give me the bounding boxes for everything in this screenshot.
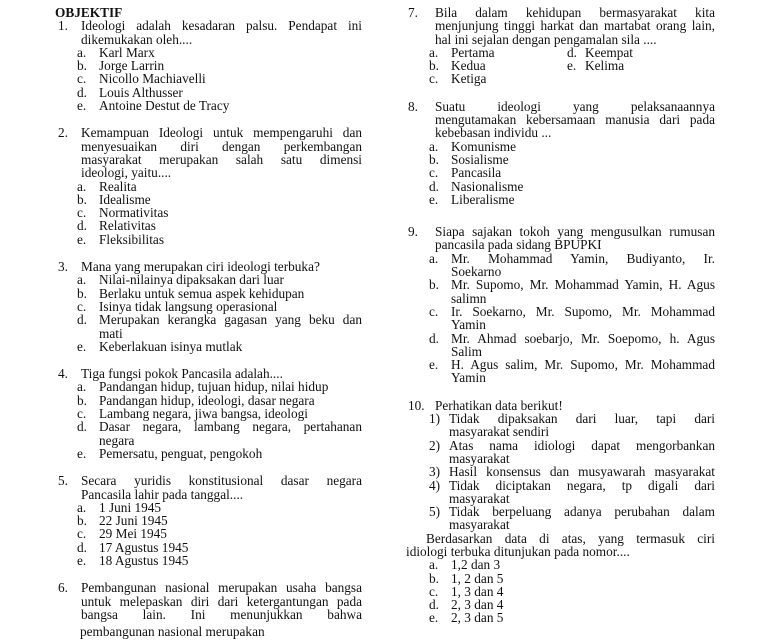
option-letter: a. (429, 557, 439, 573)
option-letter: e. (77, 98, 87, 114)
option-a[interactable] (409, 46, 567, 59)
option-letter: b. (429, 58, 439, 74)
option-letter: c. (429, 303, 439, 319)
option-text: Komunisme (451, 138, 517, 154)
statement-text: Hasil konsensus dan musyawarah masyarakat (449, 464, 715, 480)
option-letter: a. (429, 250, 439, 266)
option-letter: c. (77, 71, 87, 87)
right-column (406, 5, 715, 639)
option-letter: d. (429, 330, 439, 346)
option-text: Jorge Larrin (99, 58, 165, 74)
option-text: Antoine Destut de Tracy (99, 98, 230, 114)
option-d[interactable] (409, 598, 715, 611)
option-letter: b. (429, 277, 439, 293)
question-text: menjunjung tinggi harkat dan martabat orang lain, (435, 18, 715, 34)
option-d[interactable] (55, 420, 362, 447)
option-letter: c. (77, 526, 87, 542)
option-letter: d. (429, 178, 439, 194)
option-letter: c. (429, 165, 439, 181)
question-1 (55, 19, 362, 112)
option-text: 29 Mei 1945 (99, 526, 167, 542)
option-text: 17 Agustus 1945 (99, 539, 189, 555)
statement-text: Atas nama idiologi dapat mengorbankan (449, 437, 715, 453)
option-letter: e. (77, 552, 87, 568)
option-letter: d. (567, 44, 577, 60)
option-text: negara (99, 432, 135, 448)
option-text: 1 Juni 1945 (99, 499, 162, 515)
option-letter: b. (429, 151, 439, 167)
option-letter: b. (77, 58, 87, 74)
option-text: Nicollo Machiavelli (99, 71, 206, 87)
option-text: Normativitas (99, 205, 169, 221)
option-text: Keempat (585, 44, 633, 60)
option-letter: e. (429, 191, 439, 207)
option-c[interactable] (55, 206, 362, 219)
statement-4 (409, 479, 715, 506)
question-text: masyarakat merupakan salah satu dimensi (81, 151, 362, 167)
statement-3 (409, 465, 715, 478)
question-4 (55, 367, 362, 460)
option-text: 1, 3 dan 4 (451, 583, 504, 599)
option-text: Soekarno (451, 264, 502, 280)
question-text: kebebasan individu ... (435, 125, 552, 141)
option-e[interactable] (409, 611, 715, 624)
option-text: 2, 3 dan 4 (451, 597, 504, 613)
option-text: Ketiga (451, 71, 487, 87)
option-text: Liberalisme (451, 191, 515, 207)
question-text: untuk melepaskan diri dari ketergantungan pada (81, 593, 362, 609)
option-e[interactable] (409, 358, 715, 385)
option-a[interactable] (55, 273, 362, 286)
question-text: mengutamakan kebersamaan manusia dari pada (435, 112, 715, 128)
statement-number: 2) (429, 437, 441, 453)
option-c[interactable] (55, 72, 362, 85)
option-d[interactable] (55, 313, 362, 340)
option-text: Relativitas (99, 218, 156, 234)
option-b[interactable] (55, 394, 362, 407)
question-2 (55, 126, 362, 246)
option-text: Fleksibilitas (99, 231, 165, 247)
statement-text: masyarakat (449, 517, 510, 533)
question-text: pancasila pada sidang BPUPKI (435, 237, 602, 253)
question-5 (55, 474, 362, 567)
option-letter: b. (429, 570, 439, 586)
question-number: 7. (408, 5, 418, 20)
question-number: 9. (408, 224, 418, 240)
option-text: Pemersatu, penguat, pengokoh (99, 445, 263, 461)
option-letter: c. (77, 298, 87, 314)
question-6 (55, 581, 362, 621)
question-number: 2. (58, 125, 68, 141)
option-text: Louis Althusser (99, 84, 183, 100)
option-text: Nilai-nilainya dipaksakan dari luar (99, 272, 284, 288)
option-letter: b. (77, 513, 87, 529)
tail-text: idiologi terbuka ditunjukan pada nomor.... (406, 543, 630, 559)
question-number: 10. (408, 397, 425, 413)
tail-text: Berdasarkan data di atas, yang termasuk ciri (426, 530, 715, 546)
question-text: Ideologi adalah kesadaran palsu. Pendapat ini (81, 18, 362, 34)
option-text: Idealisme (99, 191, 151, 207)
option-d[interactable] (55, 219, 362, 232)
option-text: 18 Agustus 1945 (99, 552, 189, 568)
question-8 (409, 100, 715, 206)
option-letter: c. (429, 71, 439, 87)
option-d[interactable] (567, 46, 715, 59)
question-number: 3. (58, 259, 68, 275)
statement-text: Tidak diciptakan negara, tp digali dari (449, 477, 715, 493)
question-text: ideologi, yaitu.... (81, 165, 172, 181)
option-letter: d. (77, 84, 87, 100)
question-9 (409, 225, 715, 385)
question-tail (406, 532, 715, 559)
option-text: Pandangan hidup, ideologi, dasar negara (99, 392, 315, 408)
question-10 (406, 397, 715, 626)
option-letter: c. (429, 583, 439, 599)
statement-text: Tidak berpeluang adanya perubahan dalam (449, 504, 715, 520)
option-letter: d. (77, 539, 87, 555)
option-text: 1,2 dan 3 (451, 557, 501, 573)
option-letter: a. (77, 379, 87, 395)
option-a[interactable] (409, 140, 715, 153)
question-number: 1. (58, 18, 68, 34)
option-text: 2, 3 dan 5 (451, 610, 504, 626)
option-text: salimn (451, 290, 487, 306)
left-column (55, 6, 362, 635)
option-e[interactable] (55, 340, 362, 353)
option-letter: a. (77, 178, 87, 194)
option-text: Berlaku untuk semua aspek kehidupan (99, 285, 305, 301)
option-text: Pandangan hidup, tujuan hidup, nilai hidup (99, 379, 329, 395)
statement-text: masyarakat (449, 490, 510, 506)
option-a[interactable] (55, 501, 362, 514)
statement-2 (409, 439, 715, 466)
option-text: 22 Juni 1945 (99, 513, 168, 529)
option-c[interactable] (55, 527, 362, 540)
option-e[interactable] (55, 554, 362, 567)
option-d[interactable] (55, 86, 362, 99)
statement-5 (409, 505, 715, 532)
question-3 (55, 260, 362, 353)
option-letter: c. (77, 205, 87, 221)
option-text: H. Agus salim, Mr. Supomo, Mr. Mohammad (451, 357, 715, 373)
option-c[interactable] (409, 305, 715, 332)
option-e[interactable] (55, 447, 362, 460)
option-text: Pertama (451, 44, 495, 60)
option-b[interactable] (409, 572, 715, 585)
option-text: Pancasila (451, 165, 502, 181)
statement-number: 4) (429, 477, 441, 493)
option-text: Dasar negara, lambang negara, pertahanan (99, 419, 362, 435)
option-text: Mr. Ahmad soebarjo, Mr. Soepomo, h. Agus (451, 330, 715, 346)
option-a[interactable] (55, 46, 362, 59)
question-number: 5. (58, 473, 68, 489)
question-text: menyesuaikan diri dengan perkembangan (81, 138, 362, 154)
option-text: Keberlakuan isinya mutlak (99, 338, 243, 354)
option-b[interactable] (55, 287, 362, 300)
option-letter: b. (77, 285, 87, 301)
question-text: Suatu ideologi yang pelaksanaannya (435, 98, 715, 114)
statement-text: masyarakat sendiri (449, 424, 550, 440)
option-text: Mr. Supomo, Mr. Mohammad Yamin, H. Agus (451, 277, 715, 293)
question-text: Kemampuan Ideologi untuk mempengaruhi dan (81, 125, 362, 141)
option-letter: a. (429, 138, 439, 154)
option-letter: b. (77, 392, 87, 408)
question-text: Tiga fungsi pokok Pancasila adalah.... (81, 366, 283, 382)
question-text: Perhatikan data berikut! (435, 397, 563, 413)
option-text: Yamin (451, 370, 486, 386)
question-text: Siapa sajakan tokoh yang mengusulkan rumusan (435, 224, 715, 240)
option-text: Mr. Mohammad Yamin, Budiyanto, Ir. (451, 250, 715, 266)
option-text: 1, 2 dan 5 (451, 570, 504, 586)
question-text: Bila dalam kehidupan bermasyarakat kita (435, 5, 715, 20)
option-b[interactable] (55, 59, 362, 72)
option-text: Kedua (451, 58, 486, 74)
option-d[interactable] (55, 541, 362, 554)
question-number: 8. (408, 98, 418, 114)
option-b[interactable] (409, 59, 567, 72)
option-letter: a. (429, 44, 439, 60)
option-text: Merupakan kerangka gagasan yang beku dan (99, 312, 362, 328)
question-number: 6. (58, 580, 68, 596)
question-text: Mana yang merupakan ciri ideologi terbuka? (81, 259, 320, 275)
option-b[interactable] (409, 278, 715, 305)
option-d[interactable] (409, 180, 715, 193)
option-letter: e. (77, 231, 87, 247)
statement-number: 5) (429, 504, 441, 520)
option-a[interactable] (409, 558, 715, 571)
option-e[interactable] (567, 59, 715, 72)
option-c[interactable] (409, 585, 715, 598)
option-a[interactable] (55, 180, 362, 193)
option-letter: e. (429, 610, 439, 626)
question-text: Pancasila lahir pada tanggal.... (81, 486, 244, 502)
option-c[interactable] (409, 166, 715, 179)
option-text: Realita (99, 178, 137, 194)
options-grid (409, 46, 715, 86)
cut-off-line: pembangunan nasional merupakan (80, 624, 265, 639)
option-text: Karl Marx (99, 44, 155, 60)
statement-text: Tidak dipaksakan dari luar, tapi dari (449, 411, 715, 427)
option-text: Yamin (451, 317, 486, 333)
option-e[interactable] (55, 99, 362, 112)
option-c[interactable] (55, 407, 362, 420)
option-b[interactable] (409, 153, 715, 166)
question-text: Pembangunan nasional merupakan usaha bangsa (81, 580, 362, 596)
option-text: Lambang negara, jiwa bangsa, ideologi (99, 406, 308, 422)
statement-text: masyarakat (449, 450, 510, 466)
option-letter: b. (77, 191, 87, 207)
statement-number: 1) (429, 411, 441, 427)
option-text: Sosialisme (451, 151, 509, 167)
option-a[interactable] (55, 380, 362, 393)
option-text: Ir. Soekarno, Mr. Supomo, Mr. Mohammad (451, 303, 715, 319)
question-text: dikemukakan oleh.... (81, 31, 193, 47)
option-letter: d. (77, 419, 87, 435)
option-text: mati (99, 325, 123, 341)
option-b[interactable] (55, 514, 362, 527)
option-d[interactable] (409, 332, 715, 359)
option-letter: d. (77, 312, 87, 328)
option-b[interactable] (55, 193, 362, 206)
question-text: bangsa lain. Ini menunjukkan bahwa (81, 606, 362, 622)
question-number: 4. (58, 366, 68, 382)
option-letter: e. (567, 58, 577, 74)
option-letter: e. (429, 357, 439, 373)
section-heading: OBJEKTIF (55, 5, 123, 20)
option-text: Isinya tidak langsung operasional (99, 298, 278, 314)
question-text: hal ini sejalan dengan pengamalan sila .... (435, 31, 657, 47)
option-letter: e. (77, 338, 87, 354)
option-text: Salim (451, 343, 483, 359)
option-letter: a. (77, 44, 87, 60)
option-a[interactable] (409, 252, 715, 279)
option-letter: d. (429, 597, 439, 613)
option-letter: c. (77, 406, 87, 422)
option-text: Nasionalisme (451, 178, 524, 194)
question-7 (409, 6, 715, 86)
option-letter: d. (77, 218, 87, 234)
option-e[interactable] (55, 233, 362, 246)
option-c[interactable] (409, 72, 567, 85)
option-letter: a. (77, 272, 87, 288)
option-c[interactable] (55, 300, 362, 313)
option-letter: a. (77, 499, 87, 515)
option-text: Kelima (585, 58, 625, 74)
statement-number: 3) (429, 464, 441, 480)
option-e[interactable] (409, 193, 715, 206)
statement-1 (409, 412, 715, 439)
question-text: Secara yuridis konstitusional dasar negara (81, 473, 362, 489)
option-letter: e. (77, 445, 87, 461)
